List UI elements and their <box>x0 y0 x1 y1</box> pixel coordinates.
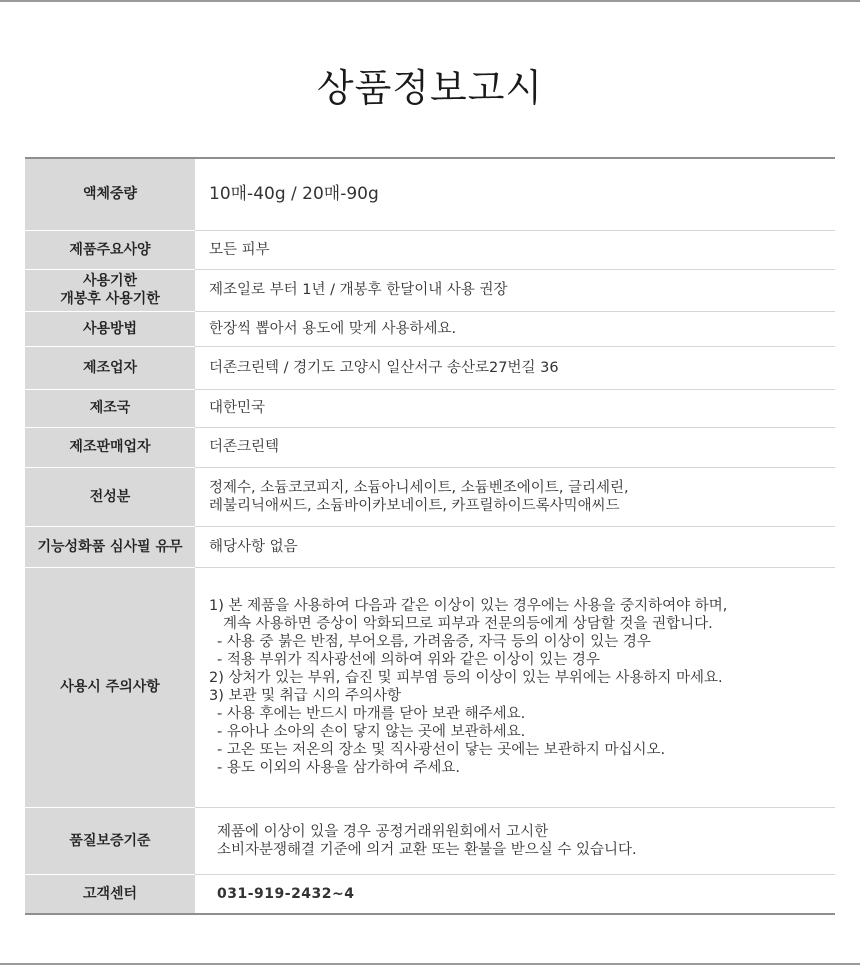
row-seller <box>25 427 835 467</box>
caution-line: - 고온 또는 저온의 장소 및 직사광선이 닿는 곳에는 보관하지 마십시오. <box>217 742 666 758</box>
value-quality <box>195 807 835 874</box>
caution-line: - 적용 부위가 직사광선에 의하여 위와 같은 이상이 있는 경우 <box>217 652 600 668</box>
row-usage <box>25 311 835 346</box>
caution-line: 3) 보관 및 취급 시의 주의사항 <box>209 688 402 704</box>
page-title: 상품정보고시 <box>316 66 544 110</box>
ingredients-line1: 정제수, 소듐코코피지, 소듐아니세이트, 소듐벤조에이트, 글리세린, <box>209 479 629 496</box>
value-volume <box>195 158 835 230</box>
label-country: 제조국 <box>25 389 195 427</box>
product-info-table <box>25 157 835 915</box>
row-functional <box>25 526 835 567</box>
ingredients-line2: 레불리닉애씨드, 소듐바이카보네이트, 카프릴하이드록사믹애씨드 <box>209 497 620 514</box>
row-manufacturer <box>25 346 835 389</box>
top-border <box>0 0 860 2</box>
caution-line: - 사용 후에는 반드시 마개를 닫아 보관 해주세요. <box>217 706 526 722</box>
caution-line: - 용도 이외의 사용을 삼가하여 주세요. <box>217 760 460 776</box>
value-usage: 한장씩 뽑아서 용도에 맞게 사용하세요. <box>195 311 835 346</box>
label-manufacturer: 제조업자 <box>25 346 195 389</box>
label-expiry <box>25 269 195 311</box>
value-country: 대한민국 <box>195 389 835 427</box>
label-quality: 품질보증기준 <box>25 807 195 874</box>
row-country <box>25 389 835 427</box>
label-expiry-line1: 사용기한 <box>82 273 138 289</box>
row-service <box>25 874 835 914</box>
row-skin-type <box>25 230 835 269</box>
value-service <box>195 874 835 914</box>
quality-line2: 소비자분쟁해결 기준에 의거 교환 또는 환불을 받으실 수 있습니다. <box>217 841 637 858</box>
label-service: 고객센터 <box>25 874 195 914</box>
value-caution <box>195 567 835 807</box>
label-skin-type: 제품주요사양 <box>25 230 195 269</box>
label-usage: 사용방법 <box>25 311 195 346</box>
row-caution <box>25 567 835 807</box>
caution-line: - 사용 중 붉은 반점, 부어오름, 가려움증, 자극 등의 이상이 있는 경우 <box>217 634 651 650</box>
value-skin-type: 모든 피부 <box>195 230 835 269</box>
value-ingredients <box>195 467 835 526</box>
row-quality <box>25 807 835 874</box>
row-ingredients <box>25 467 835 526</box>
row-volume <box>25 158 835 230</box>
row-expiry <box>25 269 835 311</box>
label-ingredients: 전성분 <box>25 467 195 526</box>
caution-line: - 유아나 소아의 손이 닿지 않는 곳에 보관하세요. <box>217 724 526 740</box>
caution-line: 2) 상처가 있는 부위, 습진 및 피부염 등의 이상이 있는 부위에는 사용하지 마세요. <box>209 670 723 686</box>
service-phone: 031-919-2432~4 <box>217 885 355 902</box>
value-seller: 더존크린텍 <box>195 427 835 467</box>
value-manufacturer: 더존크린텍 / 경기도 고양시 일산서구 송산로27번길 36 <box>195 346 835 389</box>
bottom-border <box>0 963 860 965</box>
label-caution: 사용시 주의사항 <box>25 567 195 807</box>
volume-text: 10매-40g / 20매-90g <box>209 183 379 204</box>
value-expiry: 제조일로 부터 1년 / 개봉후 한달이내 사용 권장 <box>195 269 835 311</box>
label-functional: 기능성화품 심사필 유무 <box>25 526 195 567</box>
value-functional: 해당사항 없음 <box>195 526 835 567</box>
label-expiry-line2: 개봉후 사용기한 <box>60 291 160 307</box>
label-seller: 제조판매업자 <box>25 427 195 467</box>
quality-line1: 제품에 이상이 있을 경우 공정거래위원회에서 고시한 <box>217 823 549 840</box>
label-volume: 액체중량 <box>25 158 195 230</box>
caution-line: 1) 본 제품을 사용하여 다음과 같은 이상이 있는 경우에는 사용을 중지하여야 하며, <box>209 598 728 614</box>
caution-line: 계속 사용하면 증상이 악화되므로 피부과 전문의등에게 상담할 것을 권합니다. <box>223 616 713 632</box>
